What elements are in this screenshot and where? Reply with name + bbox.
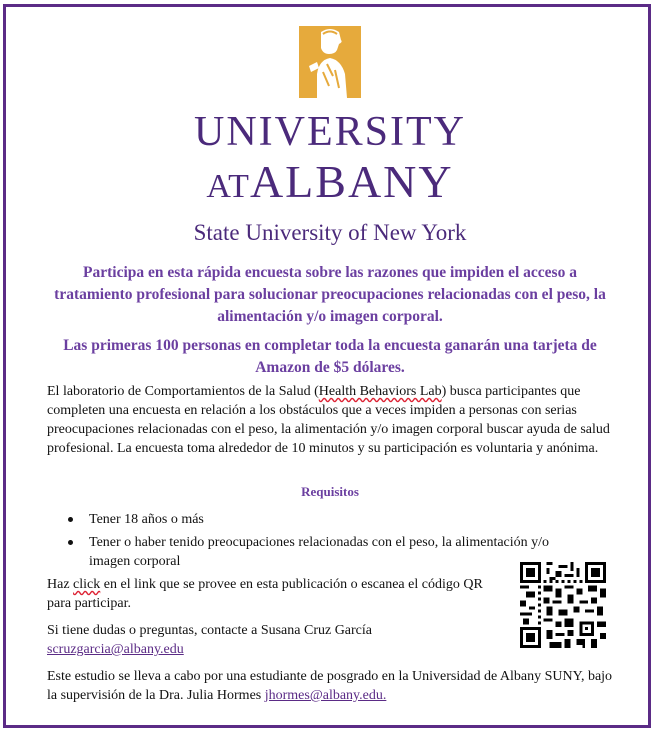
click-paragraph: [47, 575, 497, 613]
list-item: Tener o haber tenido preocupaciones relacionadas con el peso, la alimentación y/o imagen corporal: [66, 533, 586, 571]
click-word: click: [73, 577, 101, 592]
study-text: Este estudio se lleva a cabo por una estudiante de posgrado en la Universidad de Albany SUNY, bajo la supervisión de la Dra. Julia Hormes: [47, 669, 613, 703]
intro-paragraph: [47, 382, 615, 458]
study-paragraph: [47, 667, 615, 705]
logo-university: UNIVERSITY: [194, 109, 466, 155]
click-post: en el link que se provee en esta publicación o escanea el código QR para participar.: [47, 577, 483, 611]
questions-paragraph: [47, 621, 497, 659]
lab-name: Health Behaviors Lab: [318, 384, 442, 399]
list-item: Tener 18 años o más: [66, 510, 586, 529]
minerva-seal-icon: [299, 26, 361, 98]
logo-albany: ALBANY: [249, 156, 454, 207]
headline-reward: Las primeras 100 personas en completar toda la encuesta ganarán una tarjeta de Amazon de $5 dólares.: [63, 337, 597, 376]
requirements-title: Requisitos: [301, 484, 359, 499]
requirements-list: [66, 510, 586, 575]
supervisor-email-link[interactable]: jhormes@albany.edu.: [264, 688, 387, 703]
logo-at-albany: [0, 156, 660, 215]
logo-at: AT: [206, 168, 250, 205]
questions-text: Si tiene dudas o preguntas, contacte a Susana Cruz García: [47, 623, 373, 638]
intro-pre: El laboratorio de Comportamientos de la Salud (: [47, 384, 319, 399]
university-logo: [0, 26, 660, 98]
qr-code-icon[interactable]: [520, 562, 606, 648]
logo-subtitle: State University of New York: [193, 220, 467, 245]
click-pre: Haz: [47, 577, 74, 592]
intro-post: ) busca participantes que completen una encuesta en relación a los obstáculos que a veces impiden a personas con serias preocupaciones relacionadas con el peso, la alimentación y/o imagen corporal buscar ayuda de salud profesional. La encuesta toma alrededor de 10 minutos y su participación es voluntaria y anónima.: [47, 384, 610, 456]
contact-email-link[interactable]: scruzgarcia@albany.edu: [47, 642, 184, 657]
headline-survey: Participa en esta rápida encuesta sobre las razones que impiden el acceso a tratamiento profesional para solucionar preocupaciones relacionadas con el peso, la alimentación y/o imagen corporal.: [54, 264, 606, 325]
